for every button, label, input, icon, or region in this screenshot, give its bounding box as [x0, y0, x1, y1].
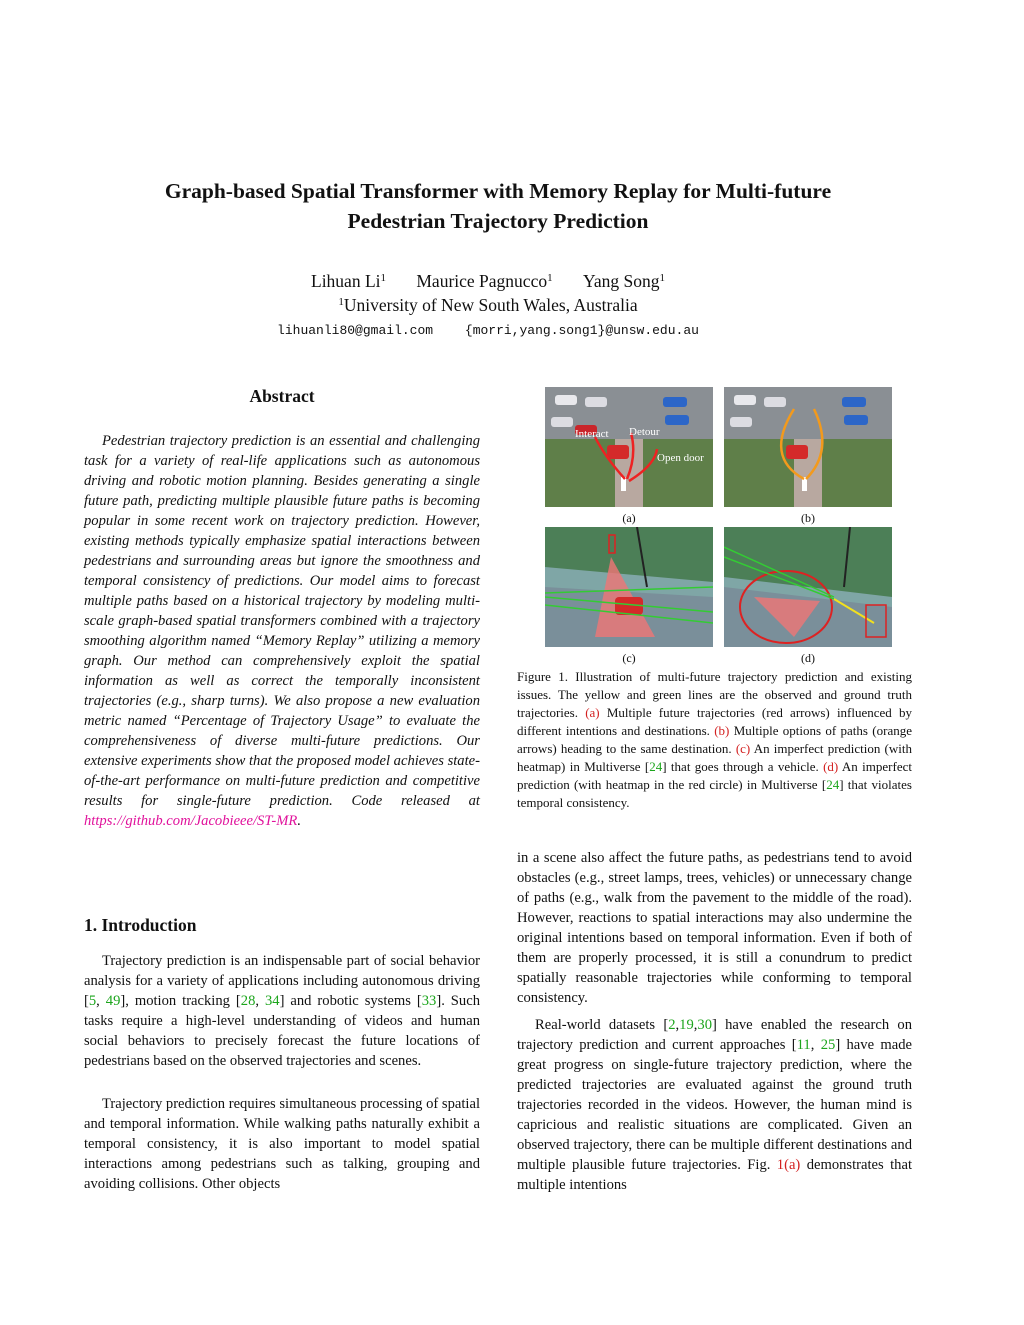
- right-paragraph-1: in a scene also affect the future paths, as pedestrians tend to avoid obstacles (e.g., street lamps, trees, vehicles) or unnecessary change of paths (e.g., walk from the pavement to the middle of the road). However, reactions to spatial interactions may also undermine the original intentions based on temporal information. Even if both of them are properly processed, it is still a conundrum to predict spatially reasonable trajectories while conforming to temporal consistency.: [517, 850, 912, 1006]
- citation-link[interactable]: 2: [668, 1017, 676, 1033]
- overlay-label-detour: Detour: [629, 426, 660, 438]
- email: {morri,yang.song1}@unsw.edu.au: [464, 323, 699, 338]
- citation-link[interactable]: 49: [105, 993, 121, 1009]
- citation-link[interactable]: 24: [649, 759, 663, 774]
- author-list: [100, 270, 876, 292]
- abstract-body: Pedestrian trajectory prediction is an essential and challenging task for a variety of real-life applications such as autonomous driving and robotic motion planning. Besides generating a single future path, predicting multiple plausible future paths is becoming popular in some recent work on trajectory prediction. However, existing methods typically emphasize spatial interactions between pedestrians and surrounding areas but ignore the smoothness and temporal consistency of predictions. Our model aims to forecast multiple paths based on a historical trajectory by modeling multi-scale graph-based spatial transformers combined with a trajectory smoothing algorithm named “Memory Replay” utilizing a memory graph. Our method can comprehensively exploit the spatial information as well as correct the temporally inconsistent trajectories (e.g., sharp turns). We also propose a new evaluation metric named “Percentage of Trajectory Usage” to evaluate the comprehensiveness of diverse multi-future predictions. Our extensive experiments show that the proposed model achieves state-of-the-art performance on multi-future prediction and competitive results for single-future prediction. Code released at https://github.com/Jacobieee/ST-MR.: [84, 433, 480, 829]
- title-line-1: Graph-based Spatial Transformer with Memory Replay for Multi-future: [164, 179, 832, 203]
- panel-label-b: (b): [801, 511, 815, 525]
- panel-label-c: (c): [622, 651, 636, 665]
- citation-link[interactable]: 19: [679, 1017, 694, 1033]
- right-paragraph-2: Real-world datasets [2,19,30] have enabled the research on trajectory prediction and current approaches [11, 25] have made great progress on single-future trajectory prediction, where the predicted trajectories are evaluated against the ground truth trajectories recorded in the videos. However, the human mind is capricious and realistic situations are complicated. Given an observed trajectory, there can be multiple different destinations and multiple plausible future trajectories. Fig. 1(a) demonstrates that multiple intentions: [517, 1017, 912, 1193]
- code-link[interactable]: https://github.com/Jacobieee/ST-MR: [84, 813, 298, 829]
- author: Yang Song$^1$: [582, 271, 665, 291]
- panel-ref-link[interactable]: (a): [585, 705, 600, 720]
- citation-link[interactable]: 11: [796, 1037, 811, 1053]
- email-list: [100, 322, 876, 340]
- author: Lihuan Li$^1$: [311, 271, 386, 291]
- citation-link[interactable]: 33: [421, 993, 437, 1009]
- section-heading-introduction: 1. Introduction: [84, 915, 197, 935]
- panel-ref-link[interactable]: (d): [823, 759, 839, 774]
- panel-ref-link[interactable]: (c): [735, 741, 751, 756]
- email: lihuanli80@gmail.com: [277, 323, 434, 338]
- intro-paragraph-2: Trajectory prediction requires simultaneous processing of spatial and temporal information. While walking paths naturally exhibit a temporal consistency, it is also important to model spatial interactions among pedestrians such as talking, grouping and avoiding collisions. Other objects: [84, 1096, 480, 1192]
- overlay-label-interact: Interact: [575, 428, 609, 440]
- panel-label-a: (a): [622, 511, 636, 525]
- affiliation: $^1$University of New South Wales, Australia: [338, 295, 638, 315]
- abstract-heading: Abstract: [249, 386, 315, 406]
- overlay-label-open-door: Open door: [657, 452, 704, 464]
- figure-ref-link[interactable]: 1(a): [776, 1157, 801, 1173]
- intro-paragraph-1: Trajectory prediction is an indispensable part of social behavior analysis for a variety of applications including autonomous driving [5, 49], motion tracking [28, 34] and robotic systems [33]. Such tasks require a high-level understanding of videos and human social behaviors to precisely forecast the future locations of pedestrians based on the observed trajectories and scenes.: [84, 953, 480, 1069]
- author: Maurice Pagnucco$^1$: [416, 271, 553, 291]
- citation-link[interactable]: 34: [264, 993, 280, 1009]
- citation-link[interactable]: 28: [240, 993, 256, 1009]
- figure-caption: Figure 1. Illustration of multi-future trajectory prediction and existing issues. The yellow and green lines are the observed and ground truth trajectories. (a) Multiple future trajectories (red arrows) influenced by different intentions and destinations. (b) Multiple options of paths (orange arrows) heading to the same destination. (c) An imperfect prediction (with heatmap) in Multiverse [24] that goes through a vehicle. (d) An imperfect prediction (with heatmap in the red circle) in Multiverse [24] that violates temporal consistency.: [517, 669, 913, 810]
- panel-ref-link[interactable]: (b): [714, 723, 730, 738]
- panel-label-d: (d): [801, 651, 815, 665]
- figure-panel-b: [724, 387, 892, 507]
- citation-link[interactable]: 5: [88, 993, 97, 1009]
- figure-panel-a: [545, 387, 713, 507]
- citation-link[interactable]: 25: [820, 1037, 836, 1053]
- citation-link[interactable]: 30: [697, 1017, 712, 1033]
- figure-panel-c: [545, 527, 713, 647]
- title-line-2: Pedestrian Trajectory Prediction: [347, 209, 649, 233]
- citation-link[interactable]: 24: [826, 777, 840, 792]
- figure-panel-d: [724, 527, 892, 647]
- paper-title: [100, 176, 896, 236]
